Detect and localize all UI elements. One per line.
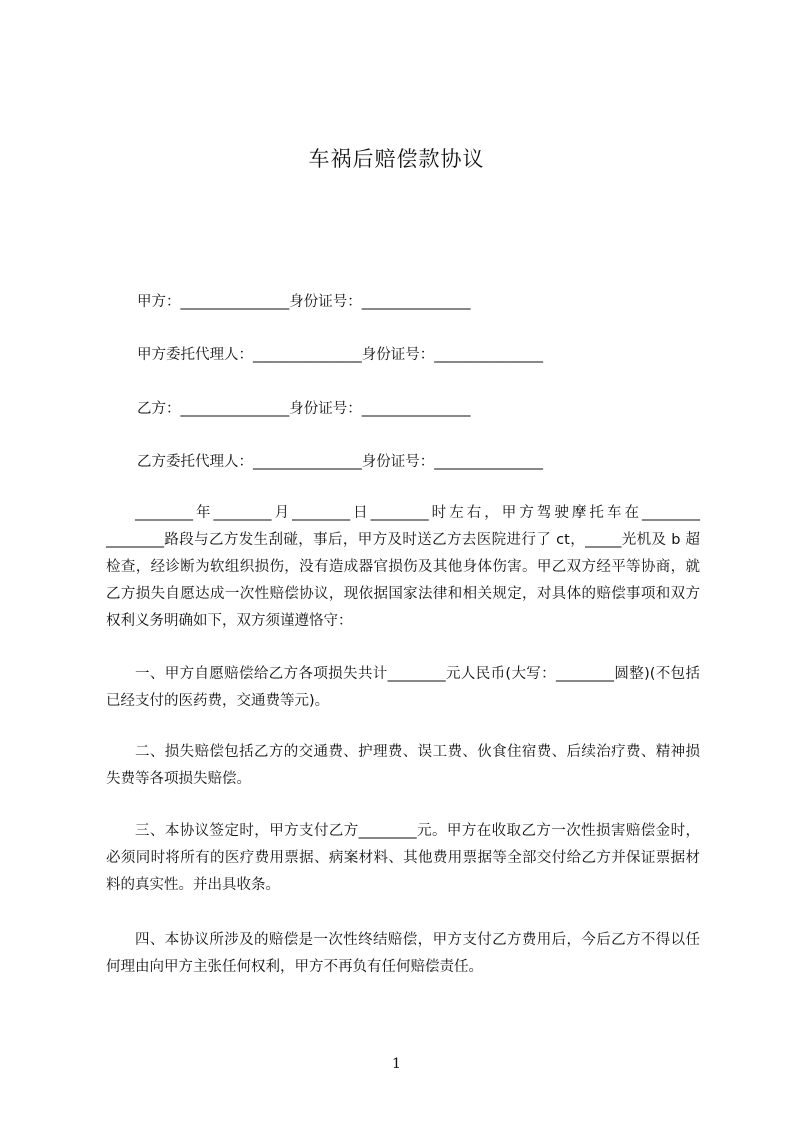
party-b-agent-line: 乙方委托代理人：_______________身份证号：_______________ (137, 454, 543, 470)
party-b-line: 乙方：_______________身份证号：_______________ (137, 401, 471, 417)
clause-4: 四、本协议所涉及的赔偿是一次性终结赔偿，甲方支付乙方费用后，今后乙方不得以任何理由向甲方主张任何权利，甲方不再负有任何赔偿责任。 (106, 932, 700, 975)
document-title: 车祸后赔偿款协议 (308, 147, 485, 171)
page-number: 1 (392, 1056, 401, 1072)
clause-2: 二、损失赔偿包括乙方的交通费、护理费、误工费、伙食住宿费、后续治疗费、精神损失费等各项损失赔偿。 (106, 744, 700, 787)
incident-paragraph: ________年________月________日________时左右，甲方驾驶摩托车在________ ________路段与乙方发生刮碰，事后，甲方及时送乙方去医院进行了 ct，_____光机及 b 超检查，经诊断为软组织损伤，没有造成器官损伤及其他身体伤害。甲乙双方经平等协商，就乙方损失自愿达成一次性赔偿协议，现依据国家法律和相关规定，对具体的赔偿事项和双方权利义务明确如下，双方须谨遵恪守： (106, 505, 700, 629)
clause-1: 一、甲方自愿赔偿给乙方各项损失共计________元人民币(大写：________圆整)(不包括已经支付的医药费，交通费等元)。 (106, 666, 700, 709)
clause-3: 三、本协议签定时，甲方支付乙方________元。甲方在收取乙方一次性损害赔偿金时，必须同时将所有的医疗费用票据、病案材料、其他费用票据等全部交付给乙方并保证票据材料的真实性。并出具收条。 (106, 823, 700, 893)
party-a-agent-line: 甲方委托代理人：_______________身份证号：_______________ (137, 347, 543, 363)
party-a-line: 甲方：_______________身份证号：_______________ (137, 294, 471, 310)
